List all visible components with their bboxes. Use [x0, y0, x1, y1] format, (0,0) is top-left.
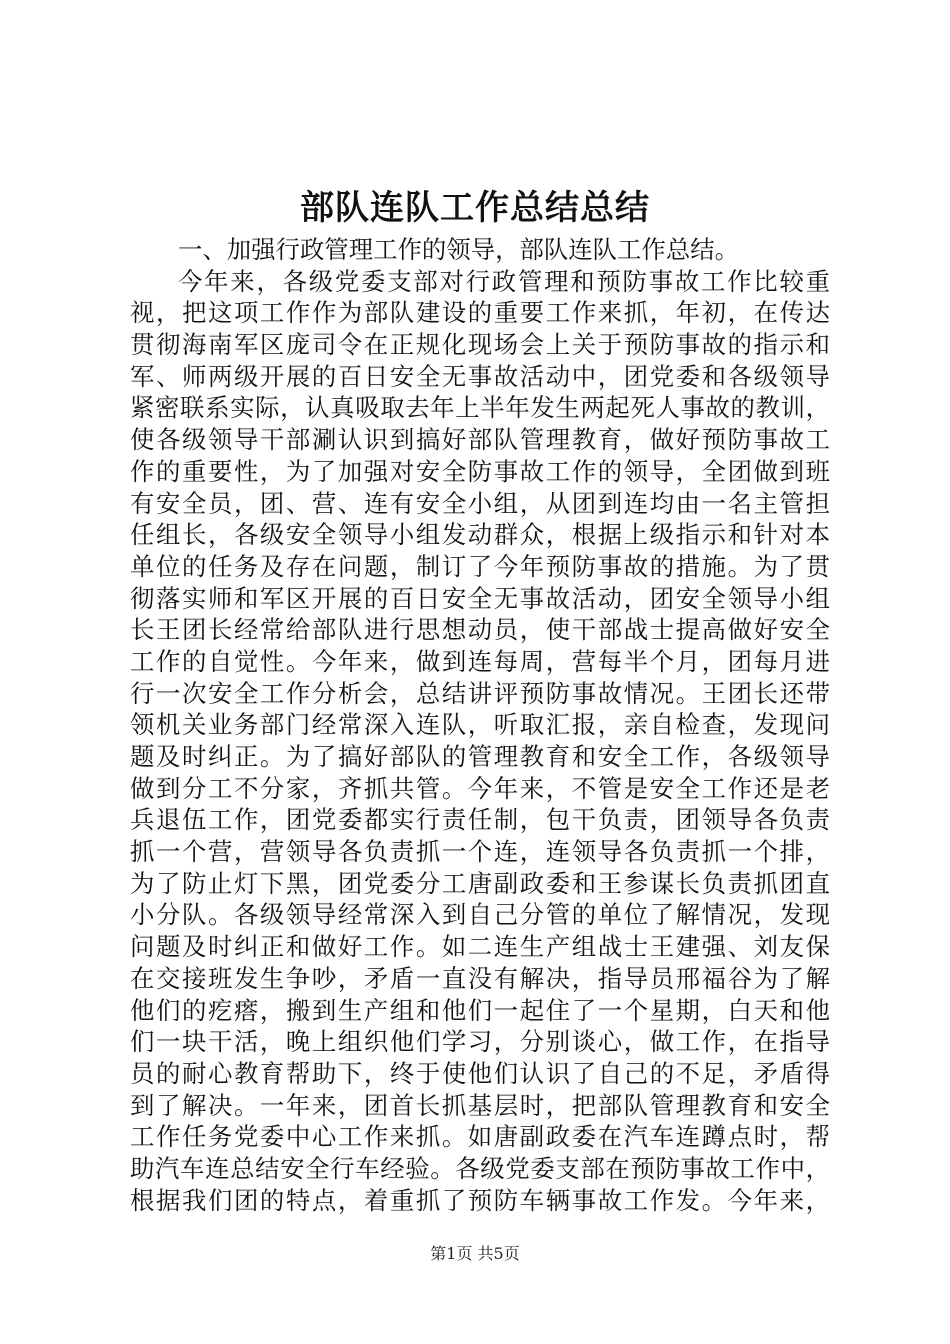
paragraph-line: 有安全员，团、营、连有安全小组，从团到连均由一名主管担	[130, 488, 830, 518]
paragraph-line: 兵退伍工作，团党委都实行责任制，包干负责，团领导各负责	[130, 805, 830, 835]
paragraph-line: 长王团长经常给部队进行思想动员，使干部战士提高做好安全	[130, 615, 830, 645]
paragraph-line: 领机关业务部门经常深入连队，听取汇报，亲自检查，发现问	[130, 710, 830, 740]
paragraph-line: 员的耐心教育帮助下，终于使他们认识了自己的不足，矛盾得	[130, 1058, 830, 1088]
paragraph-line: 任组长，各级安全领导小组发动群众，根据上级指示和针对本	[130, 520, 830, 550]
paragraph-line: 做到分工不分家，齐抓共管。今年来，不管是安全工作还是老	[130, 773, 830, 803]
paragraph-line: 根据我们团的特点，着重抓了预防车辆事故工作发。今年来，	[130, 1185, 830, 1215]
paragraph-line: 工作任务党委中心工作来抓。如唐副政委在汽车连蹲点时，帮	[130, 1122, 830, 1152]
paragraph-line: 工作的自觉性。今年来，做到连每周，营每半个月，团每月进	[130, 646, 830, 676]
paragraph-line: 行一次安全工作分析会，总结讲评预防事故情况。王团长还带	[130, 678, 830, 708]
page-number-footer: 第1页 共5页	[430, 1244, 520, 1263]
paragraph-line: 单位的任务及存在问题，制订了今年预防事故的措施。为了贯	[130, 551, 830, 581]
paragraph-line: 们一块干活，晚上组织他们学习，分别谈心，做工作，在指导	[130, 1027, 830, 1057]
paragraph-line: 在交接班发生争吵，矛盾一直没有解决，指导员邢福谷为了解	[130, 963, 830, 993]
paragraph-line: 到了解决。一年来，团首长抓基层时，把部队管理教育和安全	[130, 1090, 830, 1120]
paragraph-line: 为了防止灯下黑，团党委分工唐副政委和王参谋长负责抓团直	[130, 868, 830, 898]
paragraph-line: 彻落实师和军区开展的百日安全无事故活动，团安全领导小组	[130, 583, 830, 613]
paragraph-line: 题及时纠正。为了搞好部队的管理教育和安全工作，各级领导	[130, 742, 830, 771]
paragraph-line: 抓一个营，营领导各负责抓一个连，连领导各负责抓一个排，	[130, 837, 830, 867]
paragraph-line: 他们的疙瘩，搬到生产组和他们一起住了一个星期，白天和他	[130, 995, 830, 1025]
paragraph-line: 今年来，各级党委支部对行政管理和预防事故工作比较重	[178, 266, 830, 296]
paragraph-line: 助汽车连总结安全行车经验。各级党委支部在预防事故工作中，	[130, 1153, 830, 1183]
paragraph-line: 使各级领导干部涮认识到搞好部队管理教育，做好预防事故工	[130, 425, 830, 455]
paragraph-line: 作的重要性，为了加强对安全防事故工作的领导，全团做到班	[130, 456, 830, 486]
paragraph-line: 问题及时纠正和做好工作。如二连生产组战士王建强、刘友保	[130, 932, 830, 962]
document-body	[130, 234, 830, 1216]
paragraph-line: 小分队。各级领导经常深入到自己分管的单位了解情况，发现	[130, 900, 830, 930]
paragraph-line: 军、师两级开展的百日安全无事故活动中，团党委和各级领导	[130, 361, 830, 391]
document-title: 部队连队工作总结总结	[300, 188, 650, 228]
paragraph-line: 紧密联系实际，认真吸取去年上半年发生两起死人事故的教训，	[130, 393, 830, 423]
paragraph-line: 视，把这项工作作为部队建设的重要工作来抓，年初，在传达	[130, 298, 830, 328]
paragraph-line: 贯彻海南军区庞司令在正规化现场会上关于预防事故的指示和	[130, 330, 830, 360]
section-heading: 一、加强行政管理工作的领导，部队连队工作总结。	[178, 235, 739, 264]
